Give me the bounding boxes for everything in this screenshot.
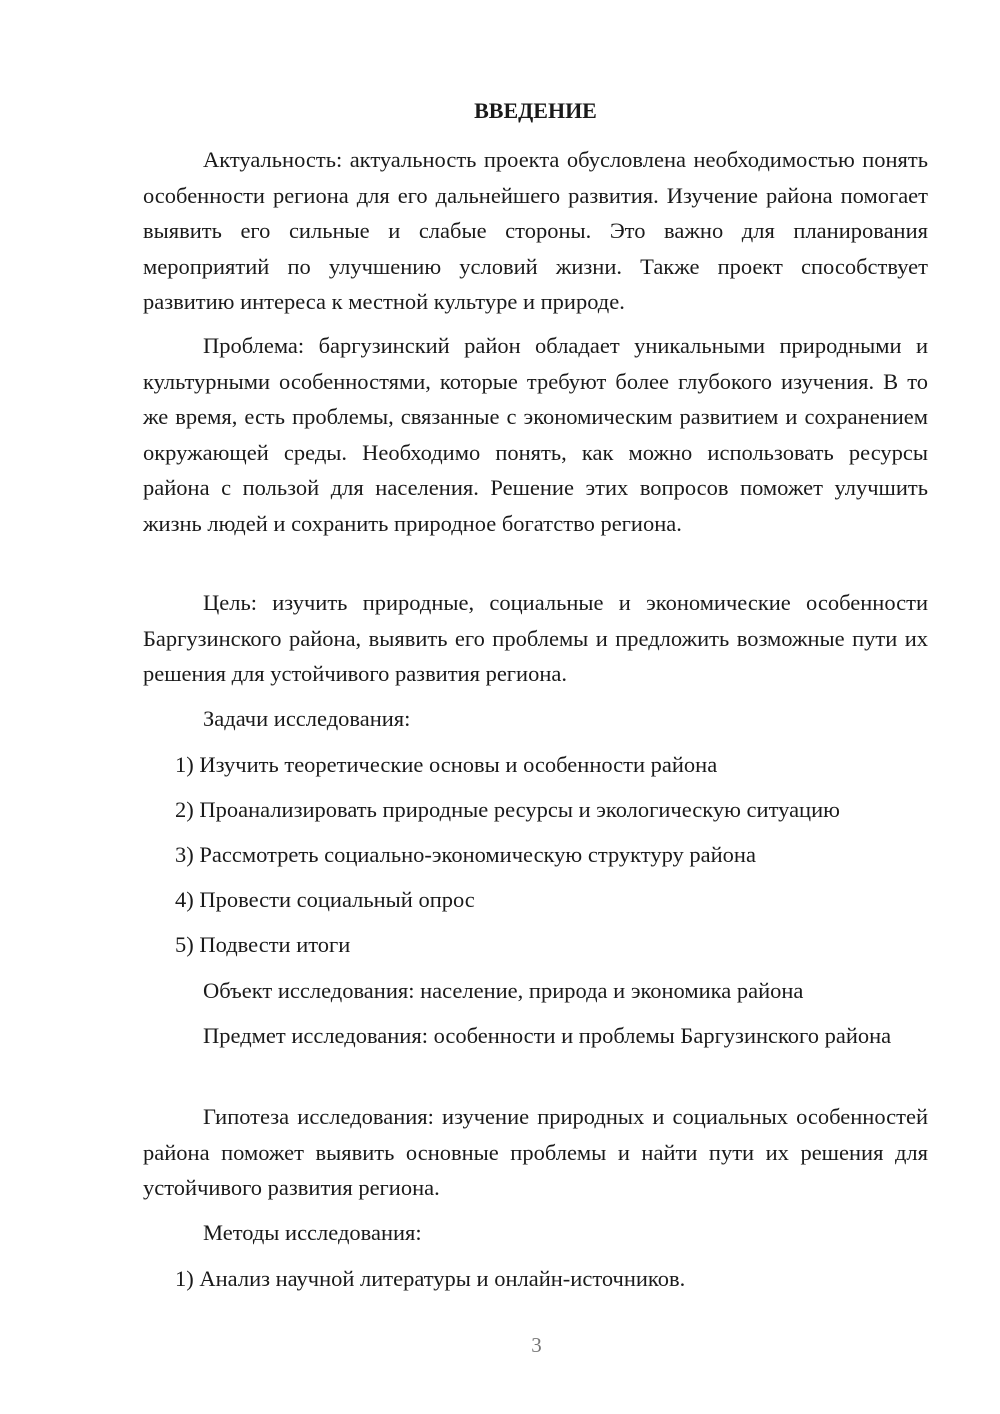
problem-paragraph: Проблема: баргузинский район обладает уникальными природными и культурными особенностями, которые требуют более глубокого изучения. В то же время, есть проблемы, связанные с экономическим развитием и сохранением окружающей среды. Необходимо понять, как можно использовать ресурсы района с пользой для населения. Решение этих вопросов поможет улучшить жизнь людей и сохранить природное богатство региона.	[143, 333, 928, 536]
methods-heading: Методы исследования:	[203, 1220, 422, 1245]
goal-paragraph: Цель: изучить природные, социальные и экономические особенности Баргузинского района, выявить его проблемы и предложить возможные пути их решения для устойчивого развития региона.	[143, 590, 928, 686]
method-item: 1) Анализ научной литературы и онлайн-источников.	[175, 1266, 686, 1291]
tasks-heading: Задачи исследования:	[203, 706, 411, 731]
object-paragraph: Объект исследования: население, природа и экономика района	[203, 978, 804, 1003]
subject-paragraph: Предмет исследования: особенности и проблемы Баргузинского района	[203, 1023, 892, 1048]
task-item: 4) Провести социальный опрос	[175, 887, 475, 912]
relevance-paragraph: Актуальность: актуальность проекта обусловлена необходимостью понять особенности региона для его дальнейшего развития. Изучение района помогает выявить его сильные и слабые стороны. Это важно для планирования мероприятий по улучшению условий жизни. Также проект способствует развитию интереса к местной культуре и природе.	[143, 147, 928, 314]
section-title: ВВЕДЕНИЕ	[474, 98, 597, 123]
task-item: 1) Изучить теоретические основы и особенности района	[175, 752, 718, 777]
hypothesis-paragraph: Гипотеза исследования: изучение природных и социальных особенностей района поможет выявить основные проблемы и найти пути их решения для устойчивого развития региона.	[143, 1104, 928, 1200]
page-number: 3	[531, 1333, 542, 1357]
task-item: 5) Подвести итоги	[175, 932, 351, 957]
task-item: 3) Рассмотреть социально-экономическую структуру района	[175, 842, 756, 867]
task-item: 2) Проанализировать природные ресурсы и экологическую ситуацию	[175, 797, 840, 822]
